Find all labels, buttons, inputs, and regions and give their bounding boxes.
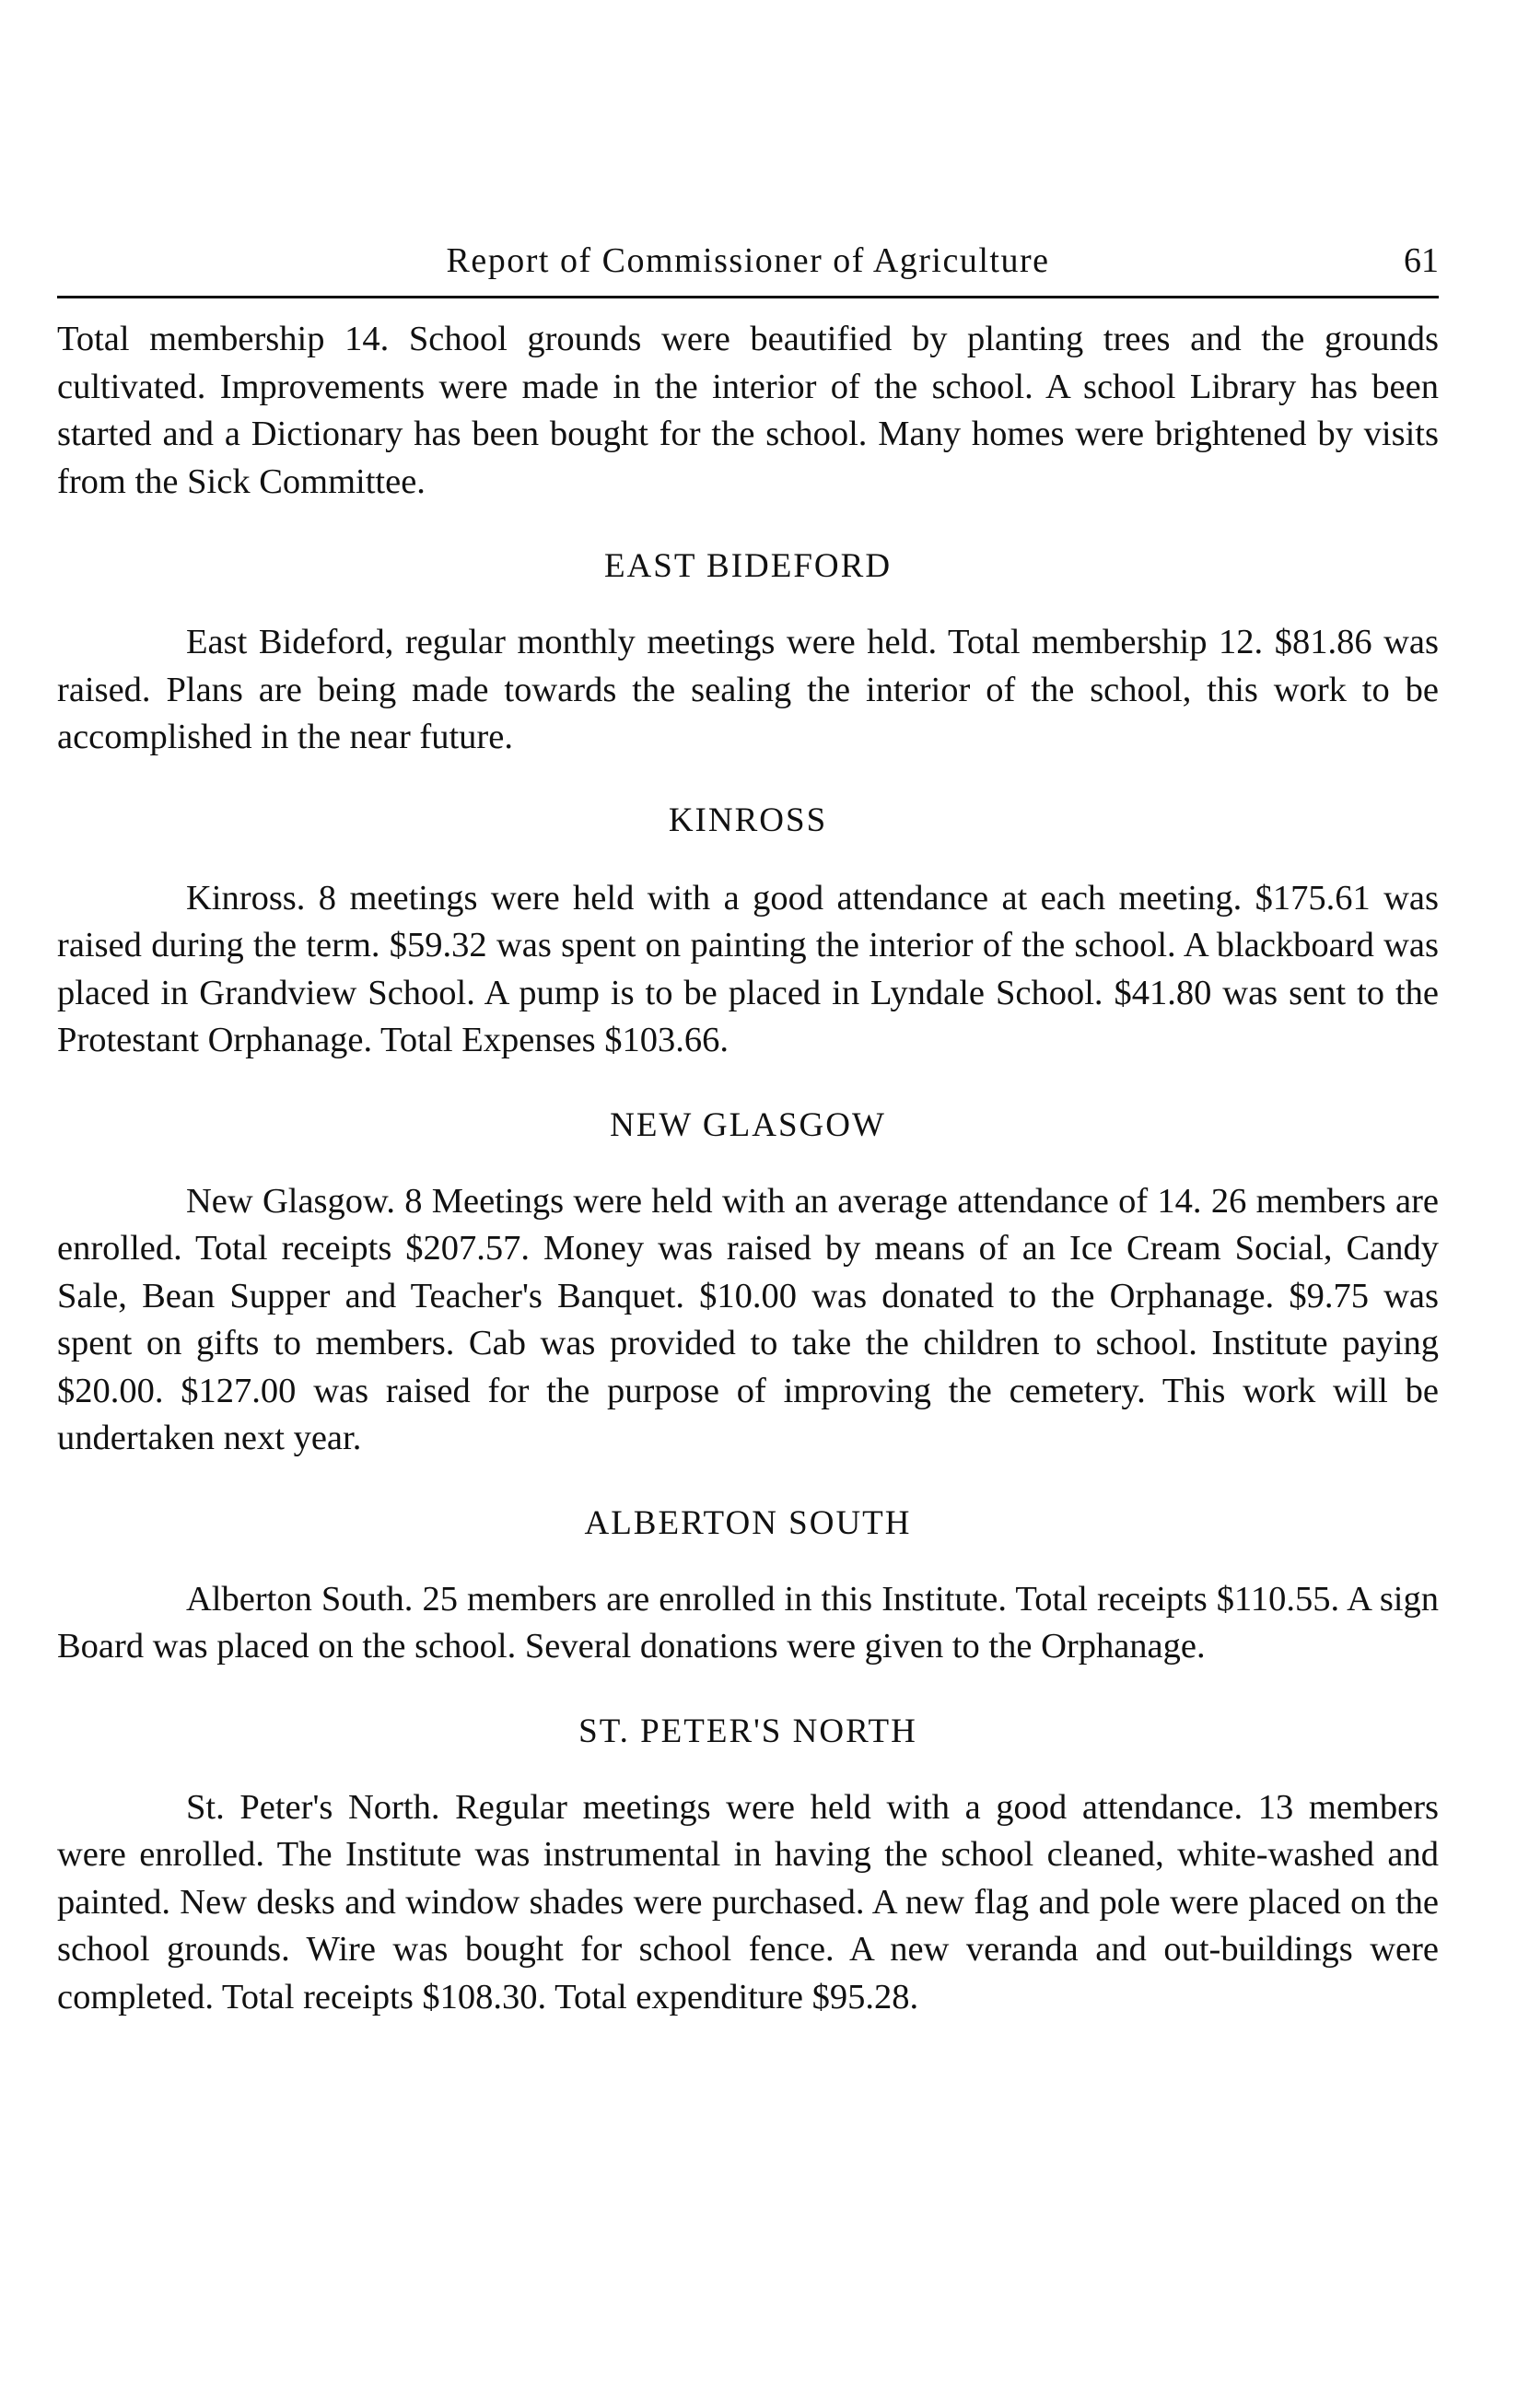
section-heading-st-peters-north: ST. PETER'S NORTH [578, 1712, 917, 1750]
page-header [57, 235, 1439, 296]
page-number: 61 [1404, 241, 1439, 280]
section-text-east-bideford: East Bideford, regular monthly meetings were held. Total membership 12. $81.86 was raised. Plans are being made towards the sealing the interior of the school, this work to be accomplished in the near future. [57, 623, 1439, 756]
document-body [57, 316, 1439, 2021]
section-text-st-peters-north: St. Peter's North. Regular meetings were held with a good attendance. 13 members were enrolled. The Institute was instrumental in having the school cleaned, white-washed and painted. New desks and window shades were purchased. A new flag and pole were placed on the school grounds. Wire was bought for school fence. A new veranda and out-buildings were completed. Total receipts $108.30. Total expenditure $95.28. [57, 1787, 1439, 2016]
section-text-new-glasgow: New Glasgow. 8 Meetings were held with an average attendance of 14. 26 members are enrolled. Total receipts $207.57. Money was raised by means of an Ice Cream Social, Candy Sale, Bean Supper and Teacher's Banquet. $10.00 was donated to the Orphanage. $9.75 was spent on gifts to members. Cab was provided to take the children to school. Institute paying $20.00. $127.00 was raised for the purpose of improving the cemetery. This work will be undertaken next year. [57, 1181, 1439, 1457]
section-heading-alberton-south: ALBERTON SOUTH [584, 1503, 912, 1542]
running-header-title: Report of Commissioner of Agriculture [446, 241, 1050, 280]
header-divider [57, 296, 1439, 298]
section-heading-new-glasgow: NEW GLASGOW [610, 1105, 886, 1144]
intro-paragraph: Total membership 14. School grounds were beautified by planting trees and the grounds cultivated. Improvements were made in the interior of the school. A school Library has been started and a Dictionary has been bought for the school. Many homes were brightened by visits from the Sick Committee. [57, 320, 1439, 501]
document-page [57, 235, 1439, 2021]
section-text-alberton-south: Alberton South. 25 members are enrolled in this Institute. Total receipts $110.55. A sign Board was placed on the school. Several donations were given to the Orphanage. [57, 1579, 1439, 1666]
section-heading-kinross: KINROSS [668, 801, 828, 839]
section-text-kinross: Kinross. 8 meetings were held with a good attendance at each meeting. $175.61 was raised during the term. $59.32 was spent on painting the interior of the school. A blackboard was placed in Grandview School. A pump is to be placed in Lyndale School. $41.80 was sent to the Protestant Orphanage. Total Expenses $103.66. [57, 878, 1439, 1059]
section-heading-east-bideford: EAST BIDEFORD [603, 547, 893, 585]
